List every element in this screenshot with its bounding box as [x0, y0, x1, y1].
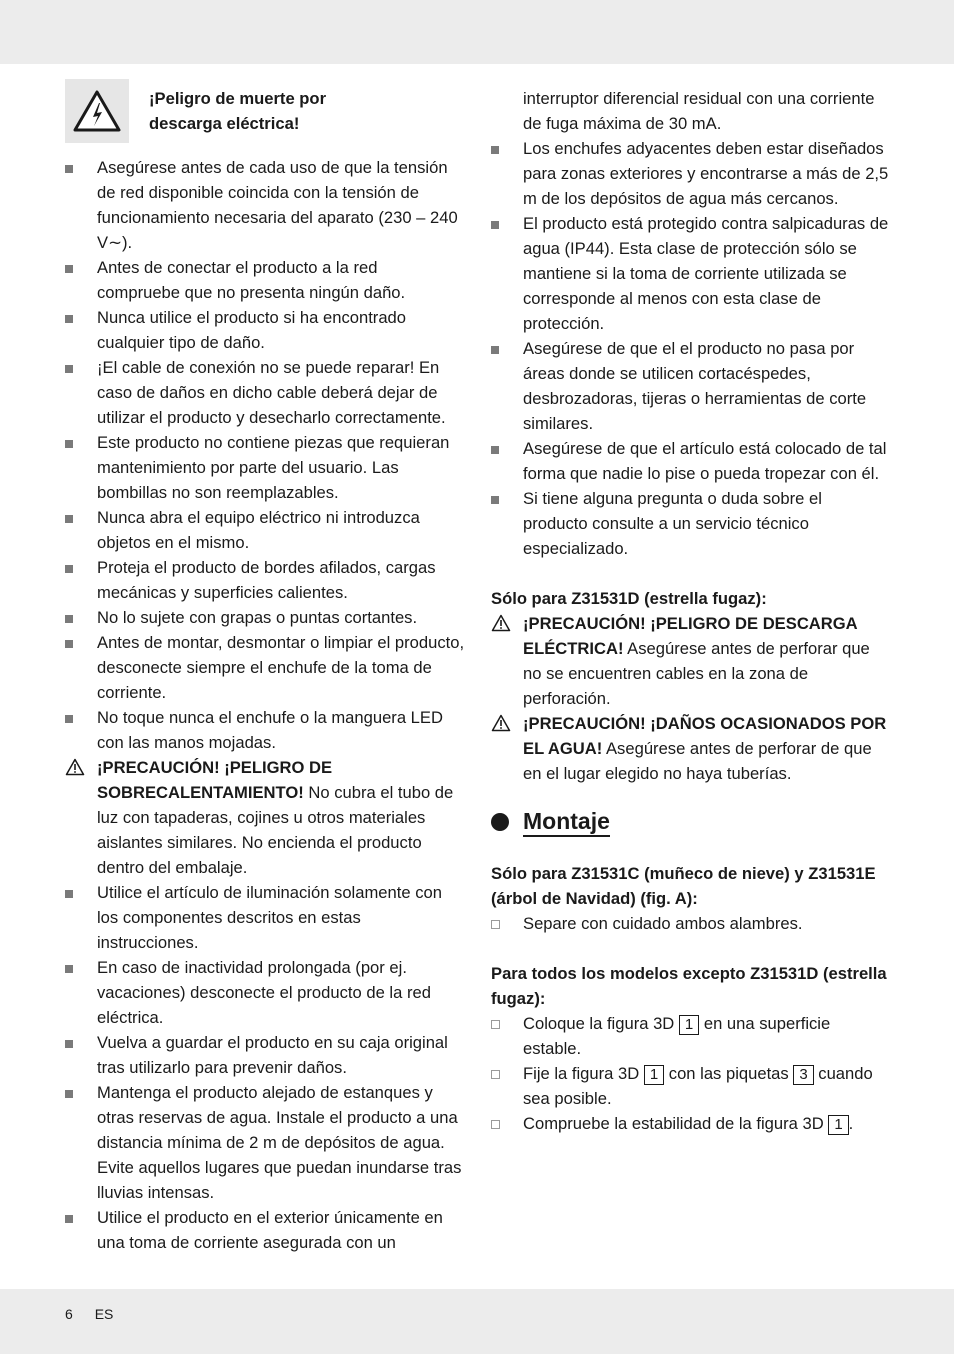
safety-list	[65, 155, 465, 1255]
safety-list-continued	[491, 86, 891, 561]
list-item: El producto está protegido contra salpicaduras de agua (IP44). Esta clase de protección sólo se mantiene si la toma de corriente utilizada se corresponde al menos con esta clase de protección.	[491, 211, 891, 336]
shooting-star-heading: Sólo para Z31531D (estrella fugaz):	[491, 589, 767, 608]
list-item: Nunca utilice el producto si ha encontrado cualquier tipo de daño.	[65, 305, 465, 355]
header-band	[0, 0, 954, 64]
montaje-section-header	[491, 807, 891, 837]
list-item: Utilice el artículo de iluminación solamente con los componentes descritos en estas instrucciones.	[65, 880, 465, 955]
list-item: Antes de conectar el producto a la red compruebe que no presenta ningún daño.	[65, 255, 465, 305]
electric-shock-warning-icon	[65, 79, 129, 143]
caution-icon	[491, 714, 511, 732]
list-item: Este producto no contiene piezas que requieran mantenimiento por parte del usuario. Las bombillas no son reemplazables.	[65, 430, 465, 505]
footer-band	[0, 1289, 954, 1354]
list-item: Los enchufes adyacentes deben estar diseñados para zonas exteriores y encontrarse a más de 2,5 m de los depósitos de agua más cercanos.	[491, 136, 891, 211]
step-item: Fije la figura 3D 1 con las piquetas 3 cuando sea posible.	[491, 1061, 891, 1111]
list-item: No lo sujete con grapas o puntas cortantes.	[65, 605, 465, 630]
list-item: Antes de montar, desmontar o limpiar el producto, desconecte siempre el enchufe de la toma de corriente.	[65, 630, 465, 705]
electric-shock-warning	[65, 86, 465, 143]
montaje-subheading-1: Sólo para Z31531C (muñeco de nieve) y Z31531E (árbol de Navidad) (fig. A):	[491, 864, 876, 908]
list-item: Asegúrese antes de cada uso de que la tensión de red disponible coincida con la tensión de funcionamiento necesaria del aparato (230 – 240 V∼).	[65, 155, 465, 255]
section-title: Montaje	[523, 807, 610, 837]
list-item-continuation: interruptor diferencial residual con una corriente de fuga máxima de 30 mA.	[523, 89, 875, 133]
list-item: Vuelva a guardar el producto en su caja original tras utilizarlo para prevenir daños.	[65, 1030, 465, 1080]
list-item: Nunca abra el equipo eléctrico ni introduzca objetos en el mismo.	[65, 505, 465, 555]
list-item: Mantenga el producto alejado de estanques y otras reservas de agua. Instale el producto a una distancia mínima de 2 m de depósitos de agua. Evite aquellos lugares que puedan inundarse tras lluvias intensas.	[65, 1080, 465, 1205]
caution-overheating: ¡PRECAUCIÓN! ¡PELIGRO DE SOBRECALENTAMIENTO! No cubra el tubo de luz con tapaderas, cojines u otros materiales aislantes similares. No encienda el producto dentro del embalaje.	[65, 755, 465, 880]
caution-water-damage: ¡PRECAUCIÓN! ¡DAÑOS OCASIONADOS POR EL AGUA! Asegúrese antes de perforar de que en el lugar elegido no haya tuberías.	[491, 711, 891, 786]
montaje-steps-2	[491, 1011, 891, 1136]
language-code: ES	[94, 1306, 114, 1322]
list-item: Asegúrese de que el el producto no pasa por áreas donde se utilicen cortacéspedes, desbrozadoras, tijeras o herramientas de corte similares.	[491, 336, 891, 436]
part-number: 3	[793, 1065, 813, 1085]
caution-electric-shock: ¡PRECAUCIÓN! ¡PELIGRO DE DESCARGA ELÉCTRICA! Asegúrese antes de perforar que no se encuentren cables en la zona de perforación.	[491, 611, 891, 711]
step-item: Separe con cuidado ambos alambres.	[491, 911, 891, 936]
montaje-steps-1	[491, 911, 891, 936]
montaje-subheading-2: Para todos los modelos excepto Z31531D (estrella fugaz):	[491, 964, 887, 1008]
list-item: Asegúrese de que el artículo está colocado de tal forma que nadie lo pise o pueda tropezar con él.	[491, 436, 891, 486]
step-item: Coloque la figura 3D 1 en una superficie estable.	[491, 1011, 891, 1061]
list-item: Si tiene alguna pregunta o duda sobre el producto consulte a un servicio técnico especializado.	[491, 486, 891, 561]
right-column	[491, 86, 891, 1136]
left-column	[65, 86, 465, 1255]
part-number: 1	[679, 1015, 699, 1035]
list-item: No toque nunca el enchufe o la manguera LED con las manos mojadas.	[65, 705, 465, 755]
warning-title: ¡Peligro de muerte por descarga eléctrica!	[149, 89, 327, 133]
list-item: Proteja el producto de bordes afilados, cargas mecánicas y superficies calientes.	[65, 555, 465, 605]
step-item: Compruebe la estabilidad de la figura 3D 1 .	[491, 1111, 891, 1136]
part-number: 1	[828, 1115, 848, 1135]
part-number: 1	[644, 1065, 664, 1085]
page-footer	[65, 1306, 131, 1322]
caution-icon	[65, 758, 85, 776]
list-item: En caso de inactividad prolongada (por ej. vacaciones) desconecte el producto de la red eléctrica.	[65, 955, 465, 1030]
page-number: 6	[65, 1306, 73, 1322]
list-item: ¡El cable de conexión no se puede reparar! En caso de daños en dicho cable deberá dejar de utilizar el producto y desecharlo correctamente.	[65, 355, 465, 430]
shooting-star-cautions	[491, 611, 891, 786]
section-bullet-icon	[491, 813, 509, 831]
list-item: Utilice el producto en el exterior únicamente en una toma de corriente asegurada con un	[65, 1205, 465, 1255]
caution-icon	[491, 614, 511, 632]
